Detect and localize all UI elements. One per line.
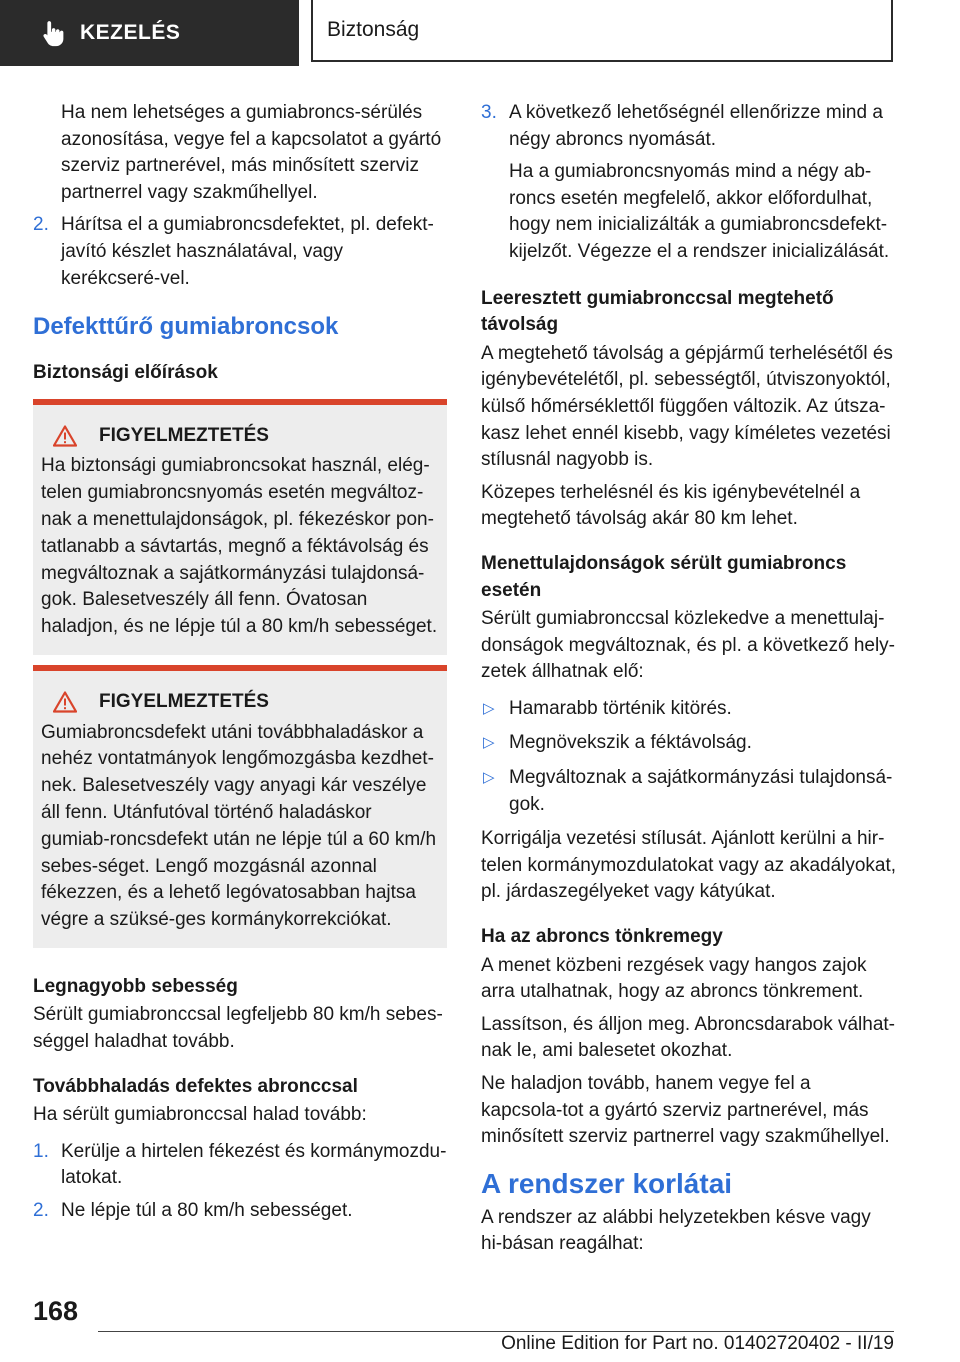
subheading: Ha az abroncs tönkremegy bbox=[481, 926, 723, 948]
bullet-text: Megváltoznak a sajátkormányzási tulajdonsá-gok. bbox=[509, 767, 893, 815]
warning-triangle-icon bbox=[53, 691, 77, 713]
list-item bbox=[33, 212, 447, 292]
paragraph: Lassítson, és álljon meg. Abroncsdarabok válhat-nak le, ami balesetet okozhat. bbox=[481, 1013, 896, 1062]
right-column bbox=[481, 100, 897, 1264]
paragraph: Korrigálja vezetési stílusát. Ajánlott kerülni a hir-telen kormánymozdulatokat vagy az akadályokat, pl. járdaszegélyeket vagy kátyúkat. bbox=[481, 828, 897, 903]
section-title-box bbox=[311, 0, 893, 62]
list-text: Kerülje a hirtelen fékezést és kormánymozdu-latokat. bbox=[61, 1140, 447, 1189]
list-item-continuation: Ha nem lehetséges a gumiabroncs-sérülés azonosítása, vegye fel a kapcsolatot a gyártó szerviz partnerével, más minősített szerviz partnerrel vagy szakműhellyel. bbox=[61, 102, 442, 203]
bullet-item bbox=[481, 765, 897, 818]
triangle-bullet-icon: ▷ bbox=[483, 734, 495, 752]
subheading: Biztonsági előírások bbox=[33, 362, 218, 384]
warning-title: FIGYELMEZTETÉS bbox=[99, 690, 269, 712]
paragraph: A menet közbeni rezgések vagy hangos zajok arra utalhatnak, hogy az abroncs tönkrement. bbox=[481, 954, 867, 1003]
paragraph: A megtehető távolság a gépjármű terhelésétől és igénybevételétől, pl. sebességtől, útviszonyoktól, külső hőmérséklettől függően változik. Az útsza-kasz lehet ennél kisebb, vagy kíméletes vezetési stílusnál nagyobb is. bbox=[481, 342, 893, 471]
list-number: 1. bbox=[33, 1140, 49, 1162]
list-item bbox=[33, 1139, 447, 1192]
warning-header bbox=[41, 689, 439, 716]
warning-box bbox=[33, 665, 447, 948]
warning-header bbox=[41, 423, 439, 450]
chapter-tab bbox=[0, 0, 299, 66]
list-item-note: Ha a gumiabroncsnyomás mind a négy ab-roncs esetén megfelelő, akkor előfordulhat, hogy nem inicializálták a gumiabroncsdefekt-kijelzőt. Végezze el a rendszer inicializálását. bbox=[509, 161, 890, 262]
list-text: Ne lépje túl a 80 km/h sebességet. bbox=[61, 1200, 353, 1222]
paragraph: Sérült gumiabronccsal közlekedve a menettulaj-donságok megváltoznak, és pl. a következő hely-zetek állhatnak elő: bbox=[481, 608, 896, 683]
warning-text: Gumiabroncsdefekt utáni továbbhaladáskor a nehéz vontatmányok lengőmozgásba kezdhet-nek. Balesetveszély vagy anyagi kár veszélye áll fenn. Utánfutóval történő haladáskor gumiab-roncsdefekt után ne lépje túl a 60 km/h sebes-séget. Lengő mozgásnál azonnal fékezzen, és a lehető legóvatosabban hajtsa végre a szüksé-ges kormánykorrekciókat. bbox=[41, 721, 437, 931]
left-column bbox=[33, 100, 447, 1231]
paragraph: Sérült gumiabronccsal legfeljebb 80 km/h sebes-séggel haladhat tovább. bbox=[33, 1004, 443, 1053]
paragraph: Ne haladjon tovább, hanem vegye fel a kapcsola-tot a gyártó szerviz partnerével, más minősített szerviz partnerrel vagy szakműhellyel. bbox=[481, 1073, 890, 1148]
section-title: Biztonság bbox=[327, 18, 420, 41]
bullet-item bbox=[481, 730, 897, 757]
bullet-text: Hamarabb történik kitörés. bbox=[509, 697, 732, 719]
paragraph: A rendszer az alábbi helyzetekben késve vagy hi-básan reagálhat: bbox=[481, 1206, 871, 1255]
subheading: Menettulajdonságok sérült gumiabroncs esetén bbox=[481, 552, 847, 601]
paragraph: Közepes terhelésnél és kis igénybevételnél a megtehető távolság akár 80 km lehet. bbox=[481, 481, 861, 530]
bullet-item bbox=[481, 696, 897, 723]
list-text: Hárítsa el a gumiabroncsdefektet, pl. defekt-javító készlet használatával, vagy kerékcseré-vel. bbox=[61, 214, 434, 289]
subheading: Legnagyobb sebesség bbox=[33, 975, 238, 997]
bullet-text: Megnövekszik a féktávolság. bbox=[509, 732, 752, 754]
triangle-bullet-icon: ▷ bbox=[483, 769, 495, 787]
footer-divider bbox=[98, 1331, 894, 1332]
chapter-label: KEZELÉS bbox=[80, 21, 181, 44]
list-item bbox=[33, 1198, 447, 1225]
edition-footer: Online Edition for Part no. 01402720402 - II/19 bbox=[501, 1333, 894, 1354]
page-header bbox=[0, 0, 960, 66]
warning-triangle-icon bbox=[53, 425, 77, 447]
list-item bbox=[481, 100, 897, 153]
hand-pointer-icon bbox=[38, 18, 68, 48]
triangle-bullet-icon: ▷ bbox=[483, 699, 495, 717]
warning-title: FIGYELMEZTETÉS bbox=[99, 424, 269, 446]
warning-text: Ha biztonsági gumiabroncsokat használ, elég-telen gumiabroncsnyomás esetén megváltoz-nak a menettulajdonságok, pl. fékezéskor pon-tatlanabb a sávtartás, megnő a féktávolság és megváltoznak a sajátkormányzási tulajdonsá-gok. Balesetveszély áll fenn. Óvatosan haladjon, és ne lépje túl a 80 km/h sebességet. bbox=[41, 455, 438, 638]
list-number: 2. bbox=[33, 214, 49, 236]
warning-box bbox=[33, 399, 447, 655]
paragraph: Ha sérült gumiabronccsal halad tovább: bbox=[33, 1104, 367, 1126]
section-heading: A rendszer korlátai bbox=[481, 1167, 733, 1199]
subheading: Továbbhaladás defektes abronccsal bbox=[33, 1075, 358, 1097]
page-number: 168 bbox=[33, 1296, 79, 1326]
subheading: Leeresztett gumiabronccsal megtehető távolság bbox=[481, 287, 834, 336]
section-heading: Defekttűrő gumiabroncsok bbox=[33, 313, 339, 341]
list-number: 2. bbox=[33, 1200, 49, 1222]
list-number: 3. bbox=[481, 102, 497, 123]
list-text: A következő lehetőségnél ellenőrizze mind a négy abroncs nyomását. bbox=[509, 102, 883, 150]
